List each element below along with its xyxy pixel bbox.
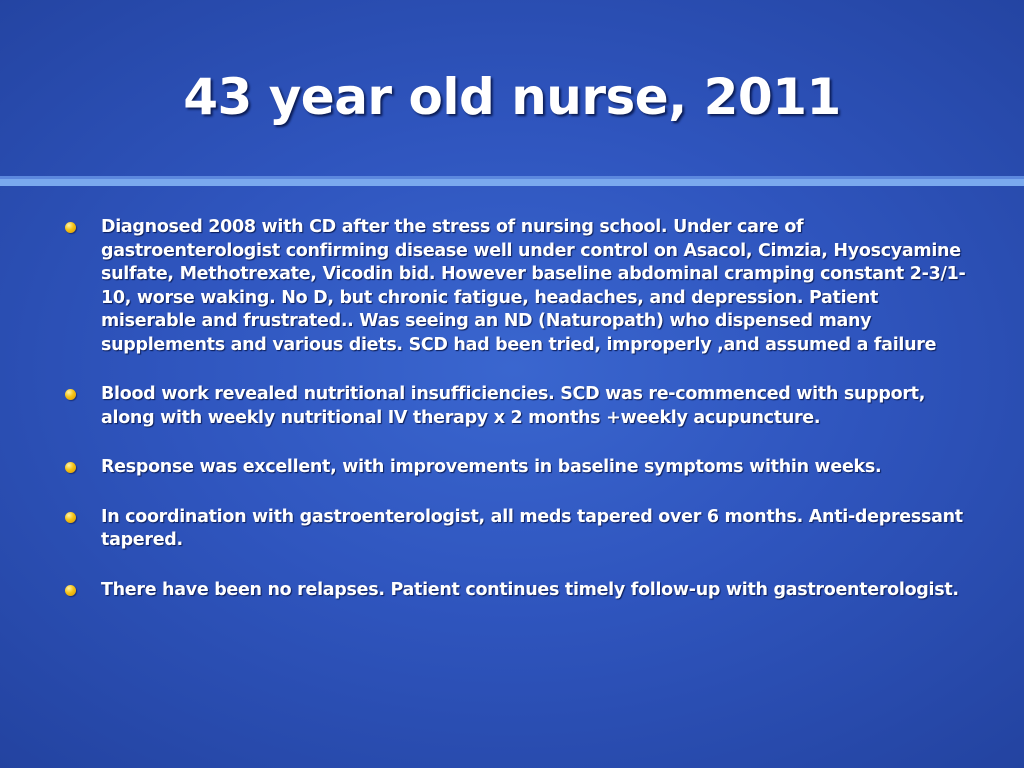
bullet-item: [58, 506, 970, 553]
bullet-dot-icon: [65, 512, 76, 523]
bullet-text: Blood work revealed nutritional insufficiencies. SCD was re-commenced with support, along with weekly nutritional IV therapy x 2 months +weekly acupuncture.: [101, 384, 926, 428]
bullet-text: In coordination with gastroenterologist, all meds tapered over 6 months. Anti-depressant tapered.: [101, 506, 963, 550]
bullet-dot-icon: [65, 389, 76, 400]
bullet-item: [58, 216, 970, 357]
bullet-dot-icon: [65, 462, 76, 473]
bullet-text: There have been no relapses. Patient continues timely follow-up with gastroenterologist.: [101, 579, 959, 600]
slide-title: 43 year old nurse, 2011: [183, 68, 841, 126]
bullet-dot-icon: [65, 585, 76, 596]
bullet-text: Diagnosed 2008 with CD after the stress of nursing school. Under care of gastroenterologist confirming disease well under control on Asacol, Cimzia, Hyoscyamine sulfate, Methotrexate, Vicodin bid. However baseline abdominal cramping constant 2-3/1-10, worse waking. No D, but chronic fatigue, headaches, and depression. Patient miserable and frustrated.. Was seeing an ND (Naturopath) who dispensed many supplements and various diets. SCD had been tried, improperly ,and assumed a failure: [101, 217, 966, 355]
bullet-text: Response was excellent, with improvements in baseline symptoms within weeks.: [101, 457, 882, 477]
bullet-item: [58, 456, 970, 480]
title-divider: [0, 179, 1024, 186]
bullet-list: [58, 216, 970, 628]
bullet-item: [58, 579, 970, 603]
bullet-item: [58, 383, 970, 430]
bullet-dot-icon: [65, 222, 76, 233]
